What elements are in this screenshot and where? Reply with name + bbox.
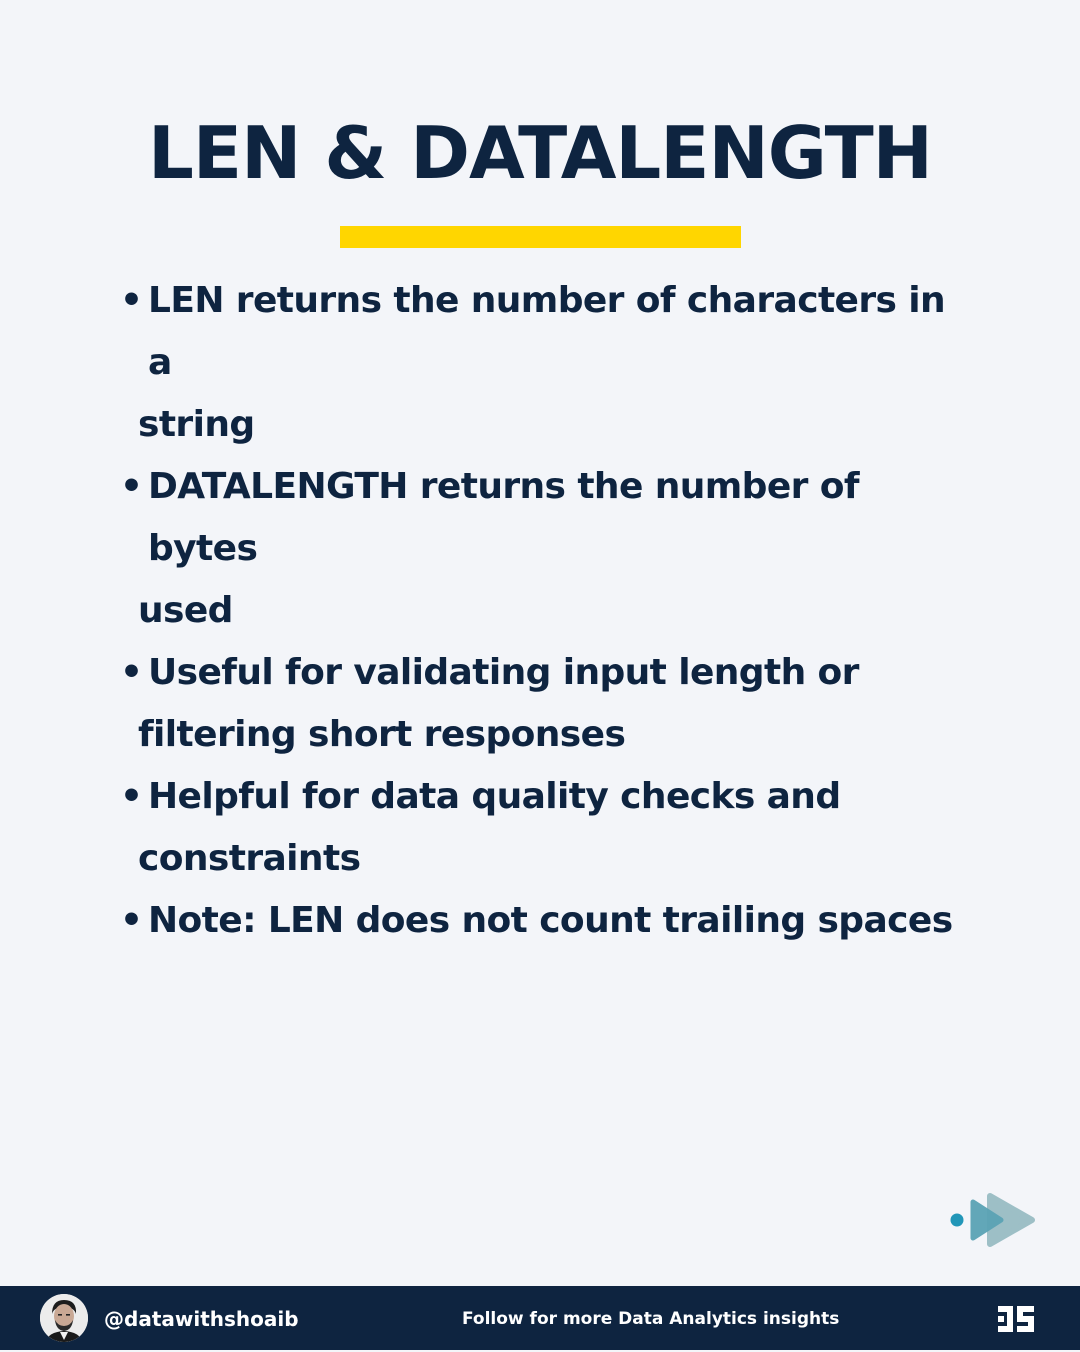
follow-cta: Follow for more Data Analytics insights	[462, 1309, 840, 1329]
bullet-line: constraints	[138, 838, 361, 879]
bullet-line: string	[138, 404, 255, 445]
ds-logo-icon	[996, 1304, 1036, 1334]
title-underline	[340, 226, 741, 248]
slide-title: LEN & DATALENGTH	[148, 111, 932, 195]
bullet-dot: •	[120, 652, 143, 693]
bullet-item	[120, 766, 980, 890]
bullet-line: Note: LEN does not count trailing spaces	[148, 900, 953, 941]
bullet-line: used	[138, 590, 233, 631]
bullet-item	[120, 456, 980, 642]
bullet-list	[120, 270, 980, 952]
footer-bar	[0, 1286, 1080, 1350]
bullet-line: Helpful for data quality checks and	[148, 776, 841, 817]
bullet-item	[120, 270, 980, 456]
next-slide-arrow-icon[interactable]	[946, 1190, 1038, 1250]
bullet-dot: •	[120, 280, 143, 321]
bullet-item	[120, 642, 980, 766]
social-handle[interactable]: @datawithshoaib	[104, 1307, 299, 1331]
bullet-dot: •	[120, 776, 143, 817]
bullet-line: filtering short responses	[138, 714, 626, 755]
bullet-dot: •	[120, 900, 143, 941]
bullet-line: Useful for validating input length or	[148, 652, 859, 693]
next-arrow-graphic	[946, 1190, 1038, 1250]
bullet-line: LEN returns the number of characters in a	[148, 280, 946, 383]
bullet-line: DATALENGTH returns the number of bytes	[148, 466, 859, 569]
bullet-item	[120, 890, 980, 952]
bullet-dot: •	[120, 466, 143, 507]
profile-avatar	[40, 1294, 88, 1342]
